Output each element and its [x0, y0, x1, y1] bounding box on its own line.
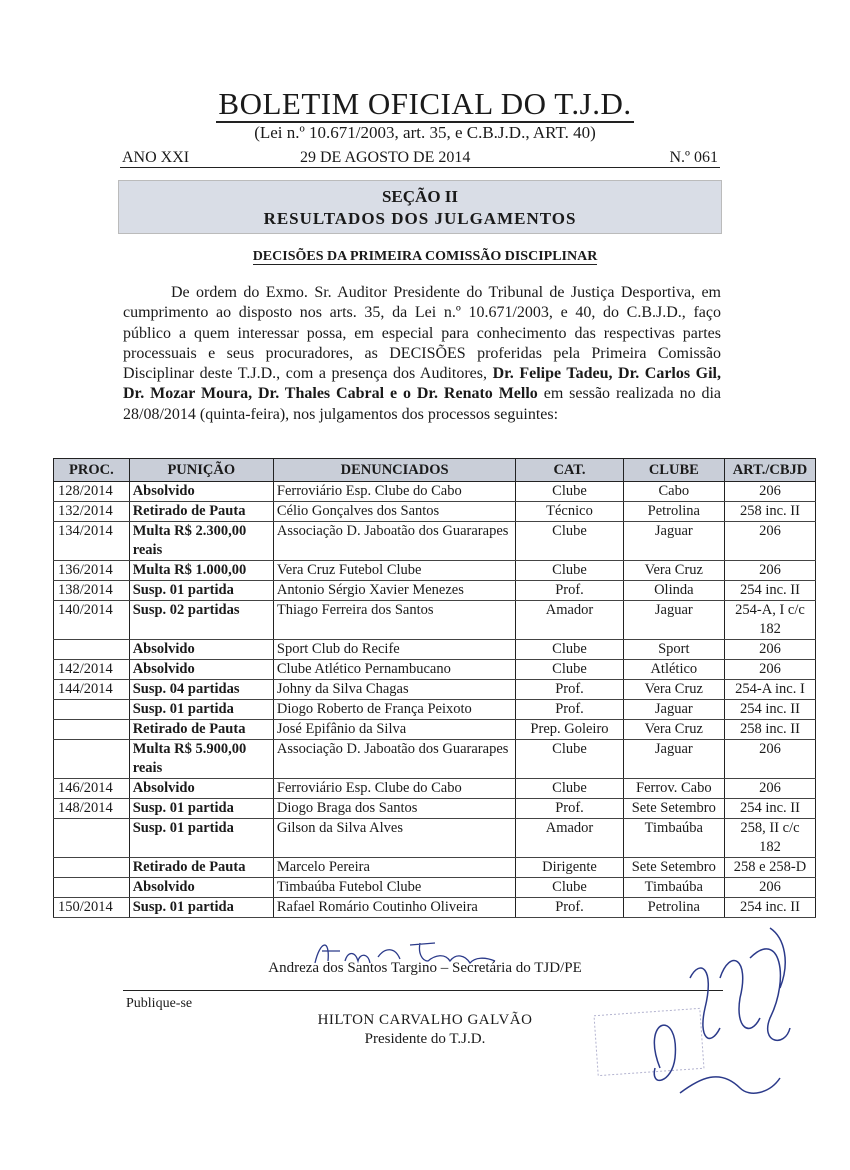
denunciado-cell: Diogo Roberto de França Peixoto: [273, 700, 515, 720]
punicao-cell: Retirado de Pauta: [129, 720, 273, 740]
clube-cell: Jaguar: [623, 700, 724, 720]
proc-cell: 134/2014: [54, 522, 130, 561]
denunciado-cell: Antonio Sérgio Xavier Menezes: [273, 581, 515, 601]
art-cell: 206: [724, 740, 815, 779]
clube-cell: Cabo: [623, 482, 724, 502]
proc-cell: 140/2014: [54, 601, 130, 640]
cat-cell: Dirigente: [516, 858, 623, 878]
proc-cell: 148/2014: [54, 799, 130, 819]
proc-cell: 142/2014: [54, 660, 130, 680]
punicao-cell: Retirado de Pauta: [129, 858, 273, 878]
art-cell: 206: [724, 561, 815, 581]
title-text: BOLETIM OFICIAL DO T.J.D.: [218, 86, 632, 121]
table-row: [54, 581, 816, 601]
art-cell: 254 inc. II: [724, 898, 815, 918]
president-title: Presidente do T.J.D.: [364, 1031, 486, 1047]
section-banner: [118, 180, 722, 234]
cat-cell: Amador: [516, 819, 623, 858]
page-subtitle: (Lei n.º 10.671/2003, art. 35, e C.B.J.D., ART. 40): [254, 123, 596, 142]
art-cell: 206: [724, 482, 815, 502]
art-cell: 206: [724, 779, 815, 799]
cat-cell: Clube: [516, 482, 623, 502]
table-row: [54, 660, 816, 680]
clube-cell: Vera Cruz: [623, 720, 724, 740]
punicao-cell: Retirado de Pauta: [129, 502, 273, 522]
section-heading: RESULTADOS DOS JULGAMENTOS: [263, 209, 577, 228]
table-row: [54, 799, 816, 819]
president-signature: [620, 918, 800, 1118]
auditors-names: Dr. Felipe Tadeu, Dr. Carlos Gil, Dr. Mozar Moura, Dr. Thales Cabral e o Dr. Renato Mello: [123, 365, 721, 403]
cat-cell: Clube: [516, 640, 623, 660]
clube-cell: Sete Setembro: [623, 858, 724, 878]
punicao-cell: Susp. 01 partida: [129, 700, 273, 720]
denunciado-cell: José Epifânio da Silva: [273, 720, 515, 740]
art-cell: 258, II c/c 182: [724, 819, 815, 858]
table-row: [54, 858, 816, 878]
clube-cell: Ferrov. Cabo: [623, 779, 724, 799]
punicao-cell: Multa R$ 5.900,00 reais: [129, 740, 273, 779]
denunciado-cell: Johny da Silva Chagas: [273, 680, 515, 700]
art-cell: 258 inc. II: [724, 720, 815, 740]
denunciado-cell: Thiago Ferreira dos Santos: [273, 601, 515, 640]
table-row: [54, 779, 816, 799]
cat-cell: Prof.: [516, 581, 623, 601]
cat-cell: Amador: [516, 601, 623, 640]
header-proc: PROC.: [54, 459, 130, 482]
punicao-cell: Multa R$ 2.300,00 reais: [129, 522, 273, 561]
cat-cell: Clube: [516, 522, 623, 561]
punicao-cell: Absolvido: [129, 660, 273, 680]
cat-cell: Prof.: [516, 680, 623, 700]
art-cell: 206: [724, 878, 815, 898]
punicao-cell: Susp. 04 partidas: [129, 680, 273, 700]
header-cat: CAT.: [516, 459, 623, 482]
punicao-cell: Susp. 01 partida: [129, 799, 273, 819]
issue-date: 29 DE AGOSTO DE 2014: [300, 149, 471, 166]
intro-text-1: De ordem do Exmo. Sr. Auditor Presidente do Tribunal de Justiça Desportiva, em cumprimento ao disposto nos arts. 35, da Lei n.º 10.671/2003, e 40, do C.B.J.D., faço público a quem interessar possa, em especial para conhecimento das respectivas partes processuais e seus procuradores, as DECISÕES proferidas pela Primeira Comissão Disciplinar deste T.J.D., com a presença dos Auditores,: [123, 284, 721, 383]
art-cell: 254-A inc. I: [724, 680, 815, 700]
clube-cell: Timbaúba: [623, 819, 724, 858]
proc-cell: [54, 720, 130, 740]
punicao-cell: Absolvido: [129, 482, 273, 502]
denunciado-cell: Ferroviário Esp. Clube do Cabo: [273, 482, 515, 502]
denunciado-cell: Célio Gonçalves dos Santos: [273, 502, 515, 522]
proc-cell: [54, 858, 130, 878]
clube-cell: Vera Cruz: [623, 680, 724, 700]
section-number: SEÇÃO II: [381, 187, 459, 206]
table-row: [54, 720, 816, 740]
page-title: [0, 86, 850, 122]
issue-info-bar: [120, 149, 720, 168]
denunciado-cell: Rafael Romário Coutinho Oliveira: [273, 898, 515, 918]
proc-cell: [54, 640, 130, 660]
punicao-cell: Susp. 02 partidas: [129, 601, 273, 640]
cat-cell: Clube: [516, 878, 623, 898]
cat-cell: Clube: [516, 779, 623, 799]
clube-cell: Olinda: [623, 581, 724, 601]
table-row: [54, 502, 816, 522]
art-cell: 254 inc. II: [724, 700, 815, 720]
art-cell: 254 inc. II: [724, 581, 815, 601]
decisions-heading-text: DECISÕES DA PRIMEIRA COMISSÃO DISCIPLINAR: [252, 249, 598, 264]
cat-cell: Clube: [516, 660, 623, 680]
denunciado-cell: Associação D. Jaboatão dos Guararapes: [273, 740, 515, 779]
art-cell: 254 inc. II: [724, 799, 815, 819]
header-art: ART./CBJD: [724, 459, 815, 482]
punicao-cell: Multa R$ 1.000,00: [129, 561, 273, 581]
art-cell: 254-A, I c/c 182: [724, 601, 815, 640]
art-cell: 258 e 258-D: [724, 858, 815, 878]
clube-cell: Timbaúba: [623, 878, 724, 898]
proc-cell: 144/2014: [54, 680, 130, 700]
cat-cell: Prep. Goleiro: [516, 720, 623, 740]
judgments-table: [53, 458, 816, 918]
proc-cell: [54, 700, 130, 720]
clube-cell: Sport: [623, 640, 724, 660]
denunciado-cell: Diogo Braga dos Santos: [273, 799, 515, 819]
header-denunciados: DENUNCIADOS: [273, 459, 515, 482]
publique-se-label: Publique-se: [126, 996, 193, 1011]
clube-cell: Jaguar: [623, 601, 724, 640]
issue-number: N.º 061: [669, 149, 718, 166]
art-cell: 206: [724, 640, 815, 660]
proc-cell: [54, 740, 130, 779]
header-clube: CLUBE: [623, 459, 724, 482]
intro-text-2: em sessão realizada no dia 28/08/2014 (quinta-feira), nos julgamentos dos processos seguintes:: [123, 385, 722, 423]
art-cell: 206: [724, 660, 815, 680]
table-header-row: [54, 459, 816, 482]
decisions-heading: [0, 249, 850, 265]
cat-cell: Prof.: [516, 700, 623, 720]
table-row: [54, 601, 816, 640]
proc-cell: 150/2014: [54, 898, 130, 918]
punicao-cell: Susp. 01 partida: [129, 898, 273, 918]
clube-cell: Sete Setembro: [623, 799, 724, 819]
punicao-cell: Absolvido: [129, 779, 273, 799]
table-row: [54, 482, 816, 502]
clube-cell: Jaguar: [623, 740, 724, 779]
header-punicao: PUNIÇÃO: [129, 459, 273, 482]
table-row: [54, 680, 816, 700]
proc-cell: [54, 819, 130, 858]
table-row: [54, 740, 816, 779]
cat-cell: Técnico: [516, 502, 623, 522]
punicao-cell: Absolvido: [129, 640, 273, 660]
table-body: [54, 482, 816, 918]
cat-cell: Prof.: [516, 799, 623, 819]
table-row: [54, 700, 816, 720]
cat-cell: Clube: [516, 561, 623, 581]
table-row: [54, 898, 816, 918]
intro-paragraph: [123, 283, 721, 425]
proc-cell: [54, 878, 130, 898]
clube-cell: Atlético: [623, 660, 724, 680]
cat-cell: Clube: [516, 740, 623, 779]
punicao-cell: Susp. 01 partida: [129, 819, 273, 858]
denunciado-cell: Gilson da Silva Alves: [273, 819, 515, 858]
clube-cell: Petrolina: [623, 502, 724, 522]
proc-cell: 128/2014: [54, 482, 130, 502]
president-name: HILTON CARVALHO GALVÃO: [317, 1012, 533, 1028]
denunciado-cell: Timbaúba Futebol Clube: [273, 878, 515, 898]
denunciado-cell: Clube Atlético Pernambucano: [273, 660, 515, 680]
art-cell: 258 inc. II: [724, 502, 815, 522]
denunciado-cell: Sport Club do Recife: [273, 640, 515, 660]
proc-cell: 138/2014: [54, 581, 130, 601]
cat-cell: Prof.: [516, 898, 623, 918]
denunciado-cell: Vera Cruz Futebol Clube: [273, 561, 515, 581]
issue-year: ANO XXI: [122, 149, 190, 166]
denunciado-cell: Associação D. Jaboatão dos Guararapes: [273, 522, 515, 561]
denunciado-cell: Marcelo Pereira: [273, 858, 515, 878]
table-row: [54, 878, 816, 898]
proc-cell: 132/2014: [54, 502, 130, 522]
proc-cell: 136/2014: [54, 561, 130, 581]
table-row: [54, 819, 816, 858]
clube-cell: Jaguar: [623, 522, 724, 561]
clube-cell: Vera Cruz: [623, 561, 724, 581]
table-row: [54, 640, 816, 660]
art-cell: 206: [724, 522, 815, 561]
proc-cell: 146/2014: [54, 779, 130, 799]
table-row: [54, 561, 816, 581]
table-row: [54, 522, 816, 561]
secretary-line: Andreza dos Santos Targino – Secretária do TJD/PE: [268, 960, 582, 976]
clube-cell: Petrolina: [623, 898, 724, 918]
punicao-cell: Absolvido: [129, 878, 273, 898]
denunciado-cell: Ferroviário Esp. Clube do Cabo: [273, 779, 515, 799]
punicao-cell: Susp. 01 partida: [129, 581, 273, 601]
